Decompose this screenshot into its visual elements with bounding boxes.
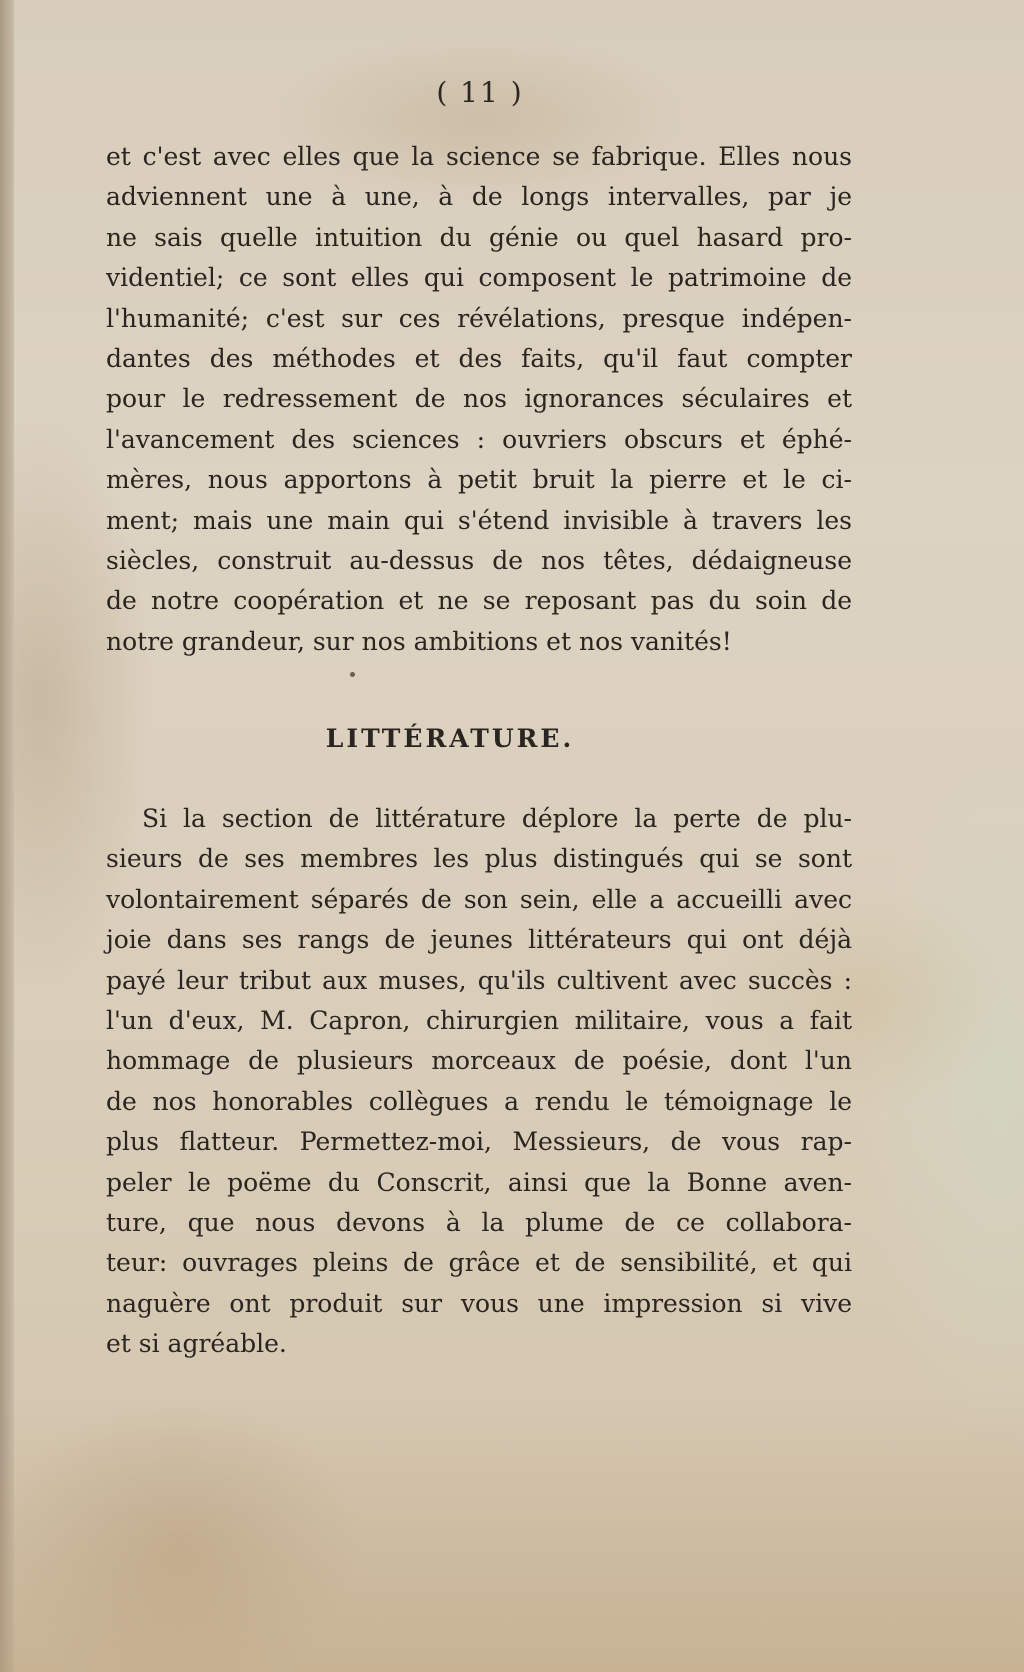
paragraph-1	[106, 137, 852, 662]
text-line: dantes des méthodes et des faits, qu'il faut compter	[106, 344, 852, 374]
text-line: plus flatteur. Permettez-moi, Messieurs, de vous rap-	[106, 1127, 852, 1157]
text-line: de notre coopération et ne se reposant pas du soin de	[106, 586, 852, 616]
ink-dot	[350, 672, 355, 677]
section-heading: LITTÉRATURE.	[325, 724, 575, 753]
text-line: peler le poëme du Conscrit, ainsi que la Bonne aven-	[106, 1167, 852, 1197]
text-line: notre grandeur, sur nos ambitions et nos vanités!	[106, 626, 732, 656]
text-line: et si agréable.	[106, 1329, 287, 1359]
text-line: volontairement séparés de son sein, elle a accueilli avec	[106, 884, 852, 914]
text-line: siècles, construit au-dessus de nos têtes, dédaigneuse	[106, 546, 852, 576]
paragraph-2	[106, 799, 852, 1365]
text-line: adviennent une à une, à de longs intervalles, par je	[106, 182, 852, 212]
text-line: teur: ouvrages pleins de grâce et de sensibilité, et qui	[106, 1248, 852, 1278]
text-line: et c'est avec elles que la science se fabrique. Elles nous	[106, 142, 852, 171]
text-line: videntiel; ce sont elles qui composent le patrimoine de	[106, 263, 852, 293]
page-number: ( 11 )	[436, 76, 524, 109]
text-line: hommage de plusieurs morceaux de poésie, dont l'un	[106, 1046, 852, 1076]
text-line: mères, nous apportons à petit bruit la pierre et le ci-	[106, 465, 852, 495]
text-line: sieurs de ses membres les plus distingués qui se sont	[106, 844, 852, 874]
text-line: Si la section de littérature déplore la perte de plu-	[142, 804, 852, 833]
text-line: l'un d'eux, M. Capron, chirurgien militaire, vous a fait	[106, 1006, 852, 1036]
text-line: ture, que nous devons à la plume de ce collabora-	[106, 1208, 852, 1238]
text-line: de nos honorables collègues a rendu le témoignage le	[106, 1086, 852, 1116]
text-line: l'avancement des sciences : ouvriers obscurs et éphé-	[106, 424, 852, 454]
text-line: joie dans ses rangs de jeunes littérateurs qui ont déjà	[106, 925, 852, 955]
text-line: naguère ont produit sur vous une impression si vive	[106, 1288, 852, 1318]
text-line: pour le redressement de nos ignorances séculaires et	[106, 384, 852, 414]
text-line: ne sais quelle intuition du génie ou quel hasard pro-	[106, 222, 852, 252]
text-line: l'humanité; c'est sur ces révélations, presque indépen-	[106, 303, 852, 333]
paper-stain	[0, 1390, 1024, 1672]
text-line: ment; mais une main qui s'étend invisible à travers les	[106, 505, 852, 535]
text-line: payé leur tribut aux muses, qu'ils cultivent avec succès :	[106, 965, 852, 995]
